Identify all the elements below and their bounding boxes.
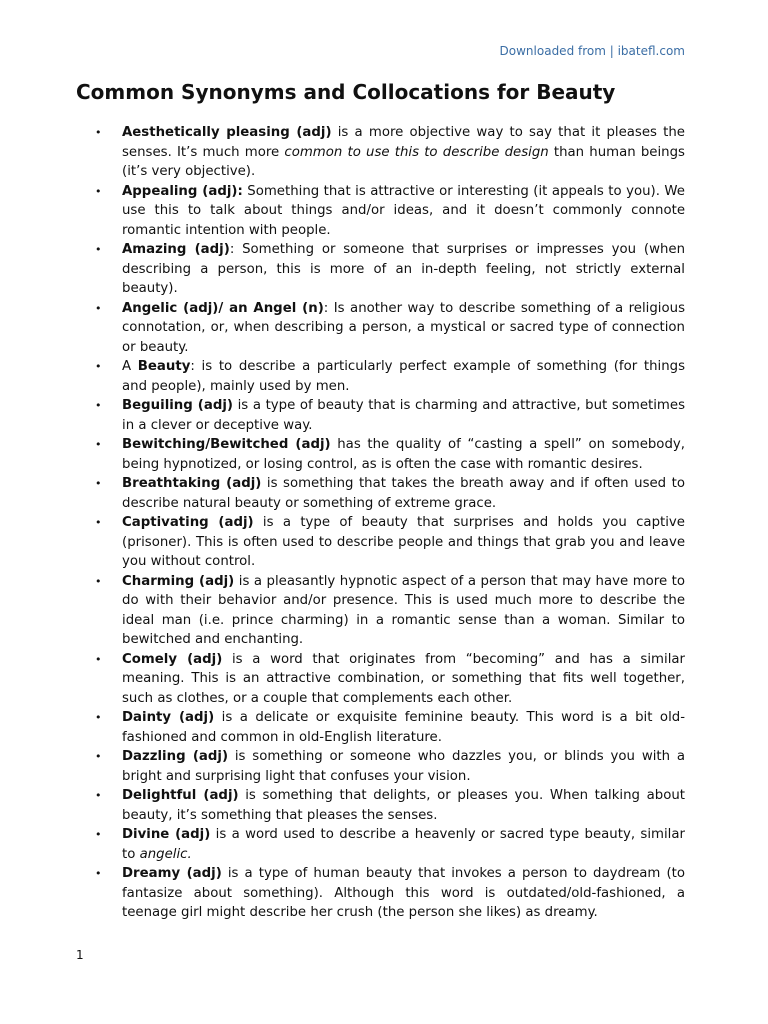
entry-text: is a type of human beauty that invokes a person to daydream (to fantasize about something). Although this word is outdated/old-fashioned, a teenage girl might describe her crush (the person she likes) as dreamy. — [122, 866, 685, 920]
entry-term: Delightful (adj) — [122, 788, 239, 803]
entry-text: is something that takes the breath away and if often used to describe natural beauty or something of extreme grace. — [122, 476, 685, 511]
list-item — [95, 435, 685, 474]
entry-text: is something or someone who dazzles you, or blinds you with a bright and surprising light that confuses your vision. — [122, 749, 686, 784]
list-item — [95, 396, 685, 435]
entry-emphasis: angelic. — [139, 846, 192, 862]
entry-term: Captivating (adj) — [122, 515, 254, 530]
entry-term: Charming (adj) — [122, 573, 235, 589]
list-item — [95, 708, 685, 747]
bullet-icon: • — [95, 789, 102, 802]
entry-text: has the quality of “casting a spell” on somebody, being hypnotized, or losing control, as is often the case with romantic desires. — [122, 437, 685, 472]
bullet-icon: • — [95, 574, 102, 588]
bullet-icon: • — [95, 301, 102, 315]
bullet-icon: • — [95, 438, 102, 451]
bullet-icon: • — [95, 126, 102, 139]
bullet-icon: • — [95, 399, 102, 412]
list-item — [95, 864, 685, 923]
entry-text: : Something or someone that surprises or impresses you (when describing a person, this is more of an in-depth feeling, not strictly external beauty). — [122, 242, 685, 296]
bullet-icon: • — [95, 867, 102, 880]
entry-term: Beauty — [137, 359, 191, 374]
bullet-icon: • — [95, 750, 102, 763]
entry-text: : Is another way to describe something of a religious connotation, or, when describing a person, a mystical or sacred type of connection or beauty. — [122, 300, 685, 355]
entry-text: is a word used to describe a heavenly or sacred type beauty, similar to — [122, 827, 685, 862]
bullet-icon: • — [95, 828, 102, 841]
entry-text: : is to describe a particularly perfect example of something (for things and people), mainly used by men. — [122, 359, 685, 394]
list-item — [95, 123, 685, 182]
entry-text: A — [122, 359, 138, 374]
entry-term: Aesthetically pleasing (adj) — [122, 125, 332, 140]
bullet-icon: • — [95, 477, 102, 490]
entry-text: is a word that originates from “becoming” and has a similar meaning. This is an attractive combination, or something that fits well together, such as clothes, or a couple that complements each other. — [122, 651, 686, 706]
list-item — [95, 182, 685, 241]
synonym-list — [95, 123, 685, 923]
entry-term: Bewitching/Bewitched (adj) — [122, 437, 331, 452]
entry-term: Appealing (adj): — [122, 183, 243, 199]
bullet-icon: • — [95, 711, 102, 724]
entry-term: Divine (adj) — [122, 827, 211, 842]
list-item — [95, 513, 685, 572]
bullet-icon: • — [95, 243, 102, 256]
entry-text: is a delicate or exquisite feminine beauty. This word is a bit old-fashioned and common in old-English literature. — [122, 710, 686, 745]
entry-term: Angelic (adj)/ an Angel (n) — [122, 300, 324, 316]
entry-text: is a type of beauty that surprises and holds you captive (prisoner). This is often used to describe people and things that grab you and leave you without control. — [122, 515, 685, 569]
entry-term: Beguiling (adj) — [122, 398, 234, 413]
bullet-icon: • — [95, 360, 102, 373]
list-item — [95, 474, 685, 513]
bullet-icon: • — [95, 652, 102, 666]
bullet-icon: • — [95, 184, 102, 198]
entry-text: is a type of beauty that is charming and attractive, but sometimes in a clever or deceptive way. — [122, 398, 685, 433]
entry-text: than human beings (it’s very objective). — [122, 144, 685, 179]
list-item — [95, 357, 685, 396]
list-item — [95, 825, 685, 864]
entry-text: is a pleasantly hypnotic aspect of a person that may have more to do with their behavior and/or presence. This is used much more to describe the ideal man (i.e. prince charming) in a romantic sense than a woman. Similar to bewitched and enchanting. — [122, 573, 685, 647]
entry-term: Breathtaking (adj) — [122, 476, 262, 491]
bullet-icon: • — [95, 516, 102, 529]
entry-term: Amazing (adj) — [122, 242, 230, 257]
entry-text: is something that delights, or pleases you. When talking about beauty, it’s something that pleases the senses. — [122, 788, 685, 823]
page-number: 1 — [76, 948, 84, 962]
download-source-note[interactable]: Downloaded from | ibatefl.com — [499, 44, 685, 58]
entry-term: Dainty (adj) — [122, 710, 215, 725]
list-item — [95, 572, 685, 650]
page-title: Common Synonyms and Collocations for Beauty — [76, 80, 616, 104]
list-item — [95, 299, 685, 358]
entry-term: Dazzling (adj) — [122, 749, 229, 764]
list-item — [95, 747, 685, 786]
entry-term: Comely (adj) — [122, 651, 223, 667]
list-item — [95, 240, 685, 299]
entry-term: Dreamy (adj) — [122, 866, 222, 881]
entry-emphasis: common to use this to describe design — [284, 144, 549, 160]
entry-text: Something that is attractive or interesting (it appeals to you). We use this to talk about things and/or ideas, and it doesn’t commonly connote romantic intention with people. — [122, 183, 685, 238]
entry-text: is a more objective way to say that it pleases the senses. It’s much more — [122, 125, 685, 160]
list-item — [95, 650, 685, 709]
list-item — [95, 786, 685, 825]
